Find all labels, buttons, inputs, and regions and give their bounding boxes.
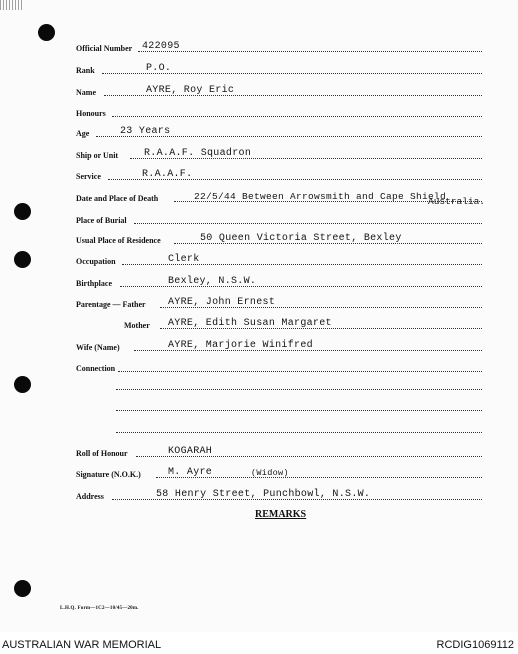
field-value: AYRE, Edith Susan Margaret xyxy=(168,318,332,329)
record-identifier: RCDIG1069112 xyxy=(436,639,514,651)
field-occupation xyxy=(76,253,482,267)
field-roll-of-honour xyxy=(76,445,482,459)
punch-hole xyxy=(38,24,55,41)
field-label: Rank xyxy=(76,66,95,75)
field-label: Official Number xyxy=(76,44,133,53)
field-value: AYRE, John Ernest xyxy=(168,297,276,308)
field-value: AYRE, Roy Eric xyxy=(146,85,235,96)
field-value: M. Ayre xyxy=(168,467,213,478)
punch-hole xyxy=(14,251,31,268)
archive-caption-strip xyxy=(0,632,518,654)
field-value: P.O. xyxy=(146,63,172,74)
punch-hole xyxy=(14,580,31,597)
field-connection xyxy=(76,360,482,374)
field-label: Parentage — Father xyxy=(76,300,146,309)
blank-line xyxy=(116,432,482,433)
field-label: Honours xyxy=(76,109,106,118)
field-value: Bexley, N.S.W. xyxy=(168,276,257,287)
field-label: Birthplace xyxy=(76,279,112,288)
field-rank xyxy=(76,62,482,76)
field-label: Date and Place of Death xyxy=(76,194,159,203)
field-label: Mother xyxy=(124,321,150,330)
field-parentage-father xyxy=(76,296,482,310)
field-address xyxy=(76,488,482,502)
field-official-number xyxy=(76,40,482,54)
field-label: Service xyxy=(76,172,101,181)
field-value-continued: Australia. xyxy=(428,196,486,207)
field-date-place-death xyxy=(76,190,482,204)
field-label: Roll of Honour xyxy=(76,449,128,458)
field-service xyxy=(76,168,482,182)
field-label: Signature (N.O.K.) xyxy=(76,470,141,479)
field-value: 23 Years xyxy=(120,126,171,137)
field-value: 22/5/44 Between Arrowsmith and Cape Shield xyxy=(194,191,447,202)
field-value: 422095 xyxy=(142,41,180,52)
archive-name: AUSTRALIAN WAR MEMORIAL xyxy=(2,639,162,651)
field-value: KOGARAH xyxy=(168,446,213,457)
field-usual-residence xyxy=(76,232,482,246)
field-value: 58 Henry Street, Punchbowl, N.S.W. xyxy=(156,489,371,500)
field-value-suffix: (Widow) xyxy=(251,468,289,478)
field-label: Wife (Name) xyxy=(76,343,120,352)
field-name xyxy=(76,84,482,98)
field-label: Occupation xyxy=(76,257,116,266)
field-label: Place of Burial xyxy=(76,216,127,225)
field-value: R.A.A.F. Squadron xyxy=(144,148,252,159)
scan-artifact xyxy=(0,0,22,10)
field-age xyxy=(76,125,482,139)
field-wife xyxy=(76,339,482,353)
blank-line xyxy=(116,410,482,411)
blank-line xyxy=(116,389,482,390)
field-label: Address xyxy=(76,492,104,501)
field-label: Ship or Unit xyxy=(76,151,119,160)
field-parentage-mother xyxy=(76,317,482,331)
field-label: Usual Place of Residence xyxy=(76,236,161,245)
punch-hole xyxy=(14,203,31,220)
punch-hole xyxy=(14,376,31,393)
field-value: Clerk xyxy=(168,254,200,265)
field-value: AYRE, Marjorie Winifred xyxy=(168,340,313,351)
field-label: Age xyxy=(76,129,90,138)
field-signature-nok xyxy=(76,466,482,480)
field-label: Name xyxy=(76,88,96,97)
field-label: Connection xyxy=(76,364,116,373)
form-code: L.H.Q. Form—1C2—10/45—20m. xyxy=(60,606,139,611)
field-value: R.A.A.F. xyxy=(142,169,193,180)
field-honours xyxy=(76,105,482,119)
remarks-heading: REMARKS xyxy=(255,509,307,520)
field-place-of-burial xyxy=(76,212,482,226)
field-birthplace xyxy=(76,275,482,289)
field-value: 50 Queen Victoria Street, Bexley xyxy=(200,233,402,244)
field-ship-or-unit xyxy=(76,147,482,161)
